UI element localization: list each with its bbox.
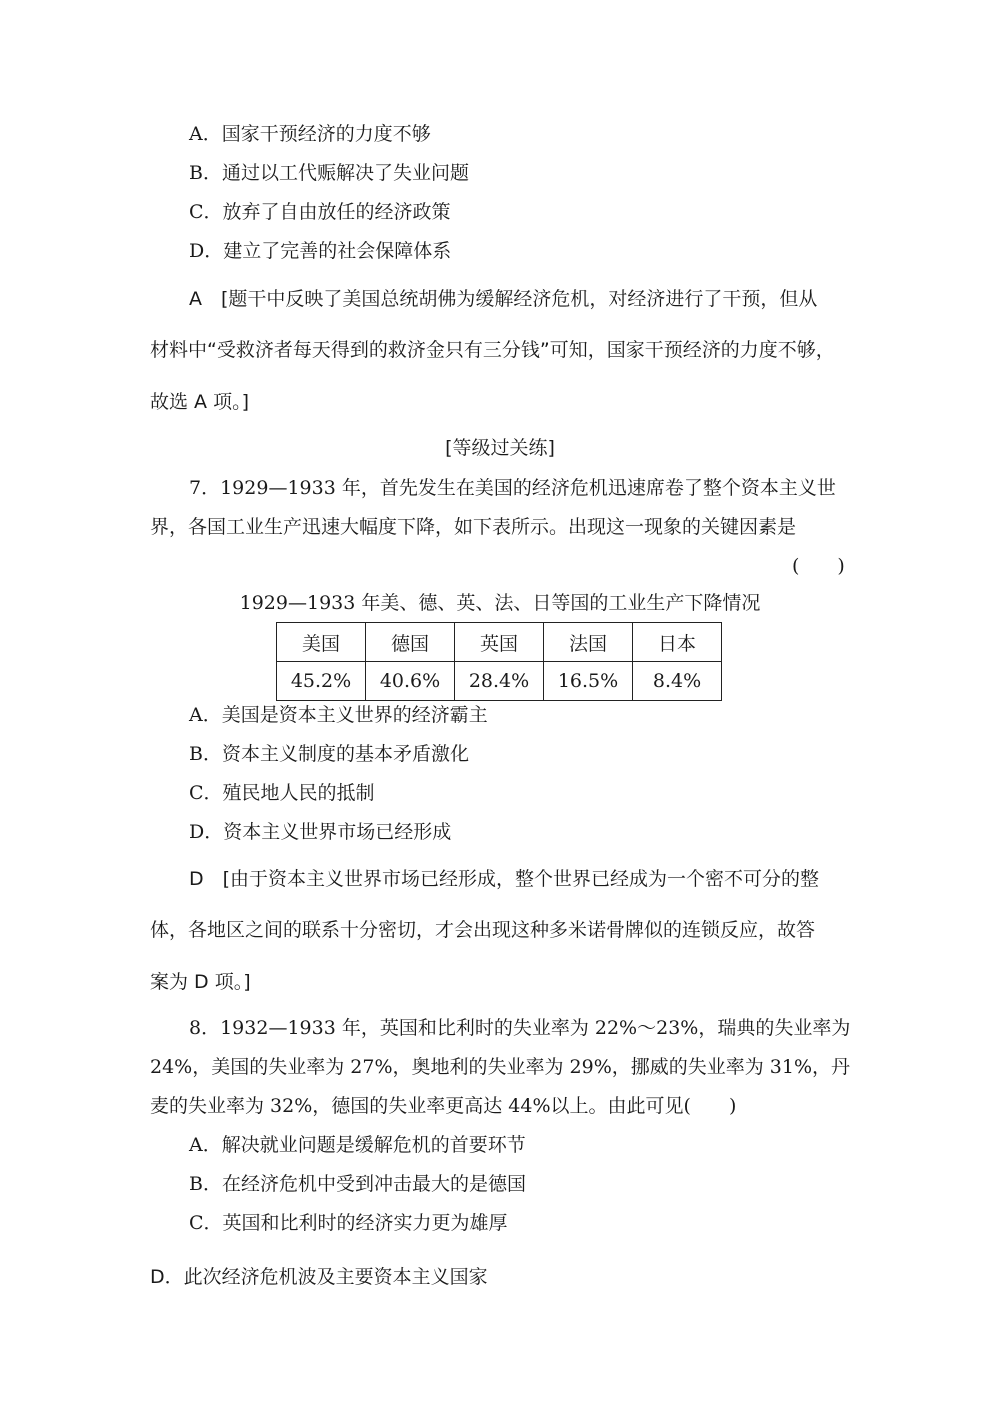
q6-answer-line-2: 材料中“受救济者每天得到的救济金只有三分钱”可知，国家干预经济的力度不够， xyxy=(150,339,835,361)
table-header-cell: 法国 xyxy=(544,623,633,662)
table-cell: 8.4% xyxy=(633,662,722,701)
section-title: [等级过关练] xyxy=(445,437,555,459)
option-letter: C． xyxy=(189,782,223,804)
table-cell: 28.4% xyxy=(455,662,544,701)
option-text: 资本主义制度的基本矛盾激化 xyxy=(221,743,469,765)
q7-answer-line-2: 体，各地区之间的联系十分密切，才会出现这种多米诺骨牌似的连锁反应，故答 xyxy=(150,919,816,941)
q6-option-b xyxy=(189,161,469,185)
q7-answer-blank: ( ) xyxy=(792,555,845,577)
q8-option-c xyxy=(189,1211,508,1235)
table-header-cell: 德国 xyxy=(366,623,455,662)
q7-stem-line-1: 7．1929—1933 年，首先发生在美国的经济危机迅速席卷了整个资本主义世 xyxy=(189,477,836,499)
q7-option-a xyxy=(189,703,488,727)
q7-option-d xyxy=(189,820,451,844)
option-text: 放弃了自由放任的经济政策 xyxy=(222,201,451,223)
q8-stem-line-2: 24%，美国的失业率为 27%，奥地利的失业率为 29%，挪威的失业率为 31%，丹 xyxy=(150,1056,851,1078)
option-letter: D． xyxy=(189,240,224,262)
table-header-cell: 美国 xyxy=(277,623,366,662)
table-cell: 16.5% xyxy=(544,662,633,701)
q7-option-c xyxy=(189,781,375,805)
option-text: 国家干预经济的力度不够 xyxy=(221,123,431,145)
q8-option-b xyxy=(189,1172,526,1196)
option-letter: B． xyxy=(189,743,222,765)
option-text: 在经济危机中受到冲击最大的是德国 xyxy=(221,1173,526,1195)
option-letter: B． xyxy=(189,1173,222,1195)
option-text: 英国和比利时的经济实力更为雄厚 xyxy=(222,1212,508,1234)
option-letter: C． xyxy=(189,1212,223,1234)
q7-answer-line-3: 案为 D 项。] xyxy=(150,971,251,993)
option-letter: A． xyxy=(189,123,222,145)
q8-option-a xyxy=(189,1133,526,1157)
table-cell: 45.2% xyxy=(277,662,366,701)
option-letter: B． xyxy=(189,162,222,184)
option-text: 建立了完善的社会保障体系 xyxy=(223,240,452,262)
q7-industrial-decline-table xyxy=(276,622,722,701)
q6-answer-line-1: A [题干中反映了美国总统胡佛为缓解经济危机，对经济进行了干预，但从 xyxy=(189,288,818,310)
option-text: 通过以工代赈解决了失业问题 xyxy=(221,162,469,184)
q6-option-d xyxy=(189,239,451,263)
q6-option-c xyxy=(189,200,451,224)
q6-option-a xyxy=(189,122,431,146)
table-header-row xyxy=(277,623,722,662)
table-row xyxy=(277,662,722,701)
table-header-cell: 英国 xyxy=(455,623,544,662)
option-text: 解决就业问题是缓解危机的首要环节 xyxy=(221,1134,526,1156)
q8-stem-line-1: 8．1932—1933 年，英国和比利时的失业率为 22%～23%，瑞典的失业率为 xyxy=(189,1017,851,1039)
option-letter: C． xyxy=(189,201,223,223)
q7-option-b xyxy=(189,742,469,766)
option-text: 资本主义世界市场已经形成 xyxy=(223,821,452,843)
q7-table-caption: 1929—1933 年美、德、英、法、日等国的工业生产下降情况 xyxy=(239,592,761,614)
option-letter: A． xyxy=(189,1134,222,1156)
q7-stem-line-2: 界，各国工业生产迅速大幅度下降，如下表所示。出现这一现象的关键因素是 xyxy=(150,516,797,538)
option-letter: D． xyxy=(189,821,224,843)
table-cell: 40.6% xyxy=(366,662,455,701)
q8-stem-line-3: 麦的失业率为 32%，德国的失业率更高达 44%以上。由此可见( ) xyxy=(150,1095,737,1117)
option-text: 美国是资本主义世界的经济霸主 xyxy=(221,704,488,726)
option-letter: A． xyxy=(189,704,222,726)
q6-answer-line-3: 故选 A 项。] xyxy=(150,391,249,413)
table-header-cell: 日本 xyxy=(633,623,722,662)
q7-answer-line-1: D [由于资本主义世界市场已经形成，整个世界已经成为一个密不可分的整 xyxy=(189,868,820,890)
option-text: 殖民地人民的抵制 xyxy=(222,782,375,804)
q8-option-d: D．此次经济危机波及主要资本主义国家 xyxy=(150,1266,488,1288)
